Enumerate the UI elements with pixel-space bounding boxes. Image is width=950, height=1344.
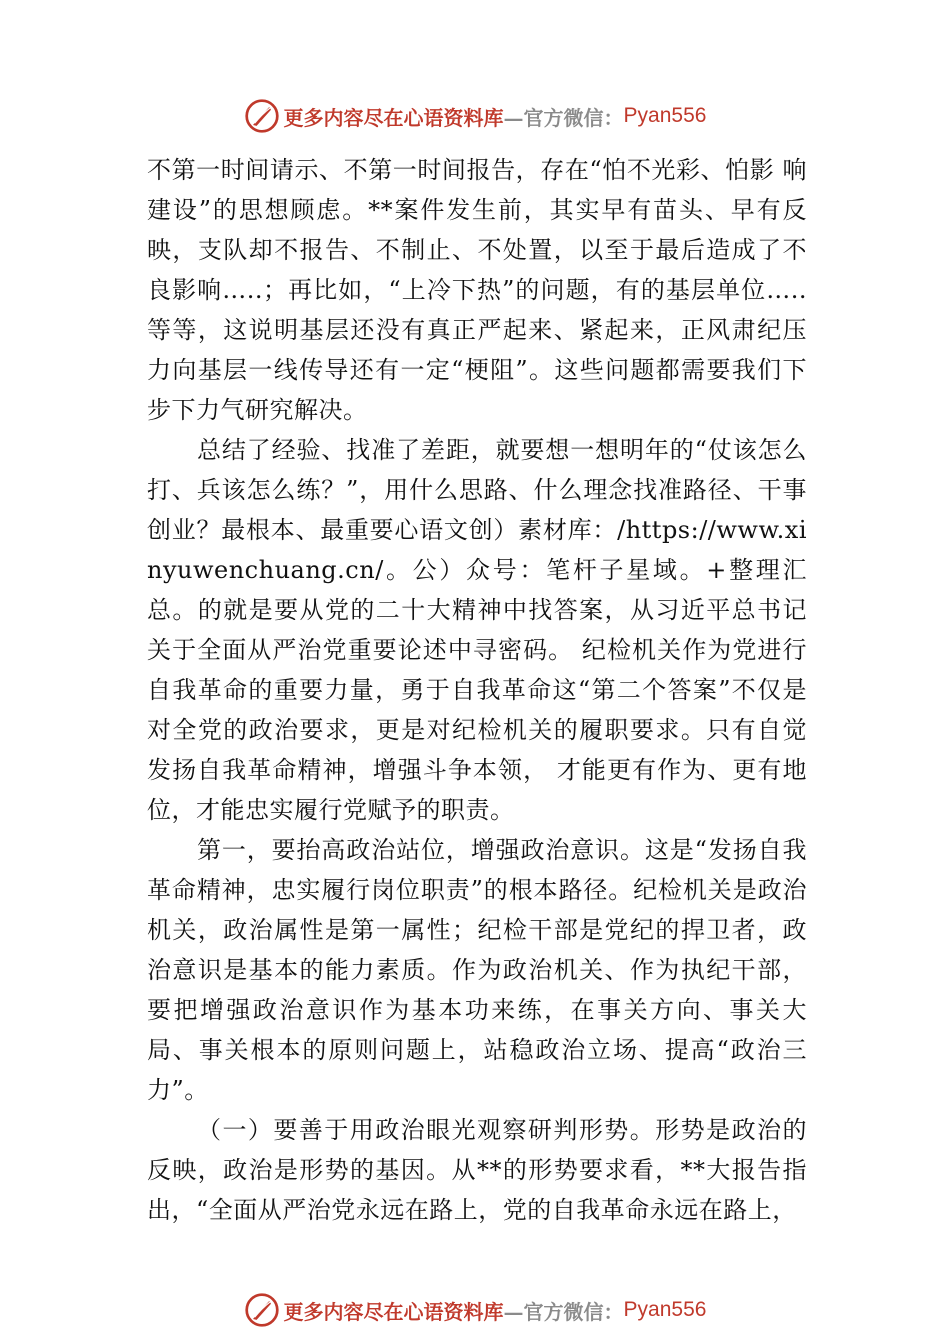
paragraph-4: （一）要善于用政治眼光观察研判形势。形势是政治的反映，政治是形势的基因。从**的形势要求看，**大报告指出，“全面从严治党永远在路上，党的自我革命永远在路上，	[147, 1116, 807, 1224]
document-body	[147, 150, 807, 1230]
quill-logo-icon	[244, 98, 280, 134]
quill-logo-icon	[244, 1292, 280, 1328]
header-watermark	[0, 94, 950, 138]
paragraph-2: 总结了经验、找准了差距，就要想一想明年的“仗该怎么打、兵该怎么练？”，用什么思路、什么理念找准路径、干事创业？最根本、最重要心语文创）素材库：/https://www.xinyuwenchuang.cn/。公）众号：笔杆子星域。+整理汇总。的就是要从党的二十大精神中找答案，从习近平总书记关于全面从严治党重要论述中寻密码。 纪检机关作为党进行自我革命的重要力量，勇于自我革命这“第二个答案”不仅是对全党的政治要求，更是对纪检机关的履职要求。只有自觉发扬自我革命精神，增强斗争本领， 才能更有作为、更有地位，才能忠实履行党赋予的职责。	[147, 436, 807, 824]
footer-sub-text: —官方微信：	[503, 1299, 624, 1324]
paragraph-3: 第一，要抬高政治站位，增强政治意识。这是“发扬自我革命精神，忠实履行岗位职责”的根本路径。纪检机关是政治机关，政治属性是第一属性；纪检干部是党纪的捍卫者，政治意识是基本的能力素质。作为政治机关、作为执纪干部，要把增强政治意识作为基本功来练，在事关方向、事关大局、事关根本的原则问题上，站稳政治立场、提高“政治三力”。	[147, 836, 807, 1104]
header-sub-text: —官方微信：	[503, 105, 624, 130]
footer-wechat-id: Pyan556	[623, 1298, 707, 1321]
footer-watermark	[0, 1288, 950, 1332]
header-main-text: 更多内容尽在心语资料库	[283, 105, 504, 130]
footer-main-text: 更多内容尽在心语资料库	[283, 1299, 504, 1324]
paragraph-1: 不第一时间请示、不第一时间报告，存在“怕不光彩、怕影 响建设”的思想顾虑。**案件发生前，其实早有苗头、早有反映，支队却不报告、不制止、不处置，以至于最后造成了不良影响…..；再比如，“上冷下热”的问题，有的基层单位….. 等等，这说明基层还没有真正严起来、紧起来，正风肃纪压力向基层一线传导还有一定“梗阻”。这些问题都需要我们下步下力气研究解决。	[147, 156, 807, 424]
header-wechat-id: Pyan556	[623, 104, 707, 127]
